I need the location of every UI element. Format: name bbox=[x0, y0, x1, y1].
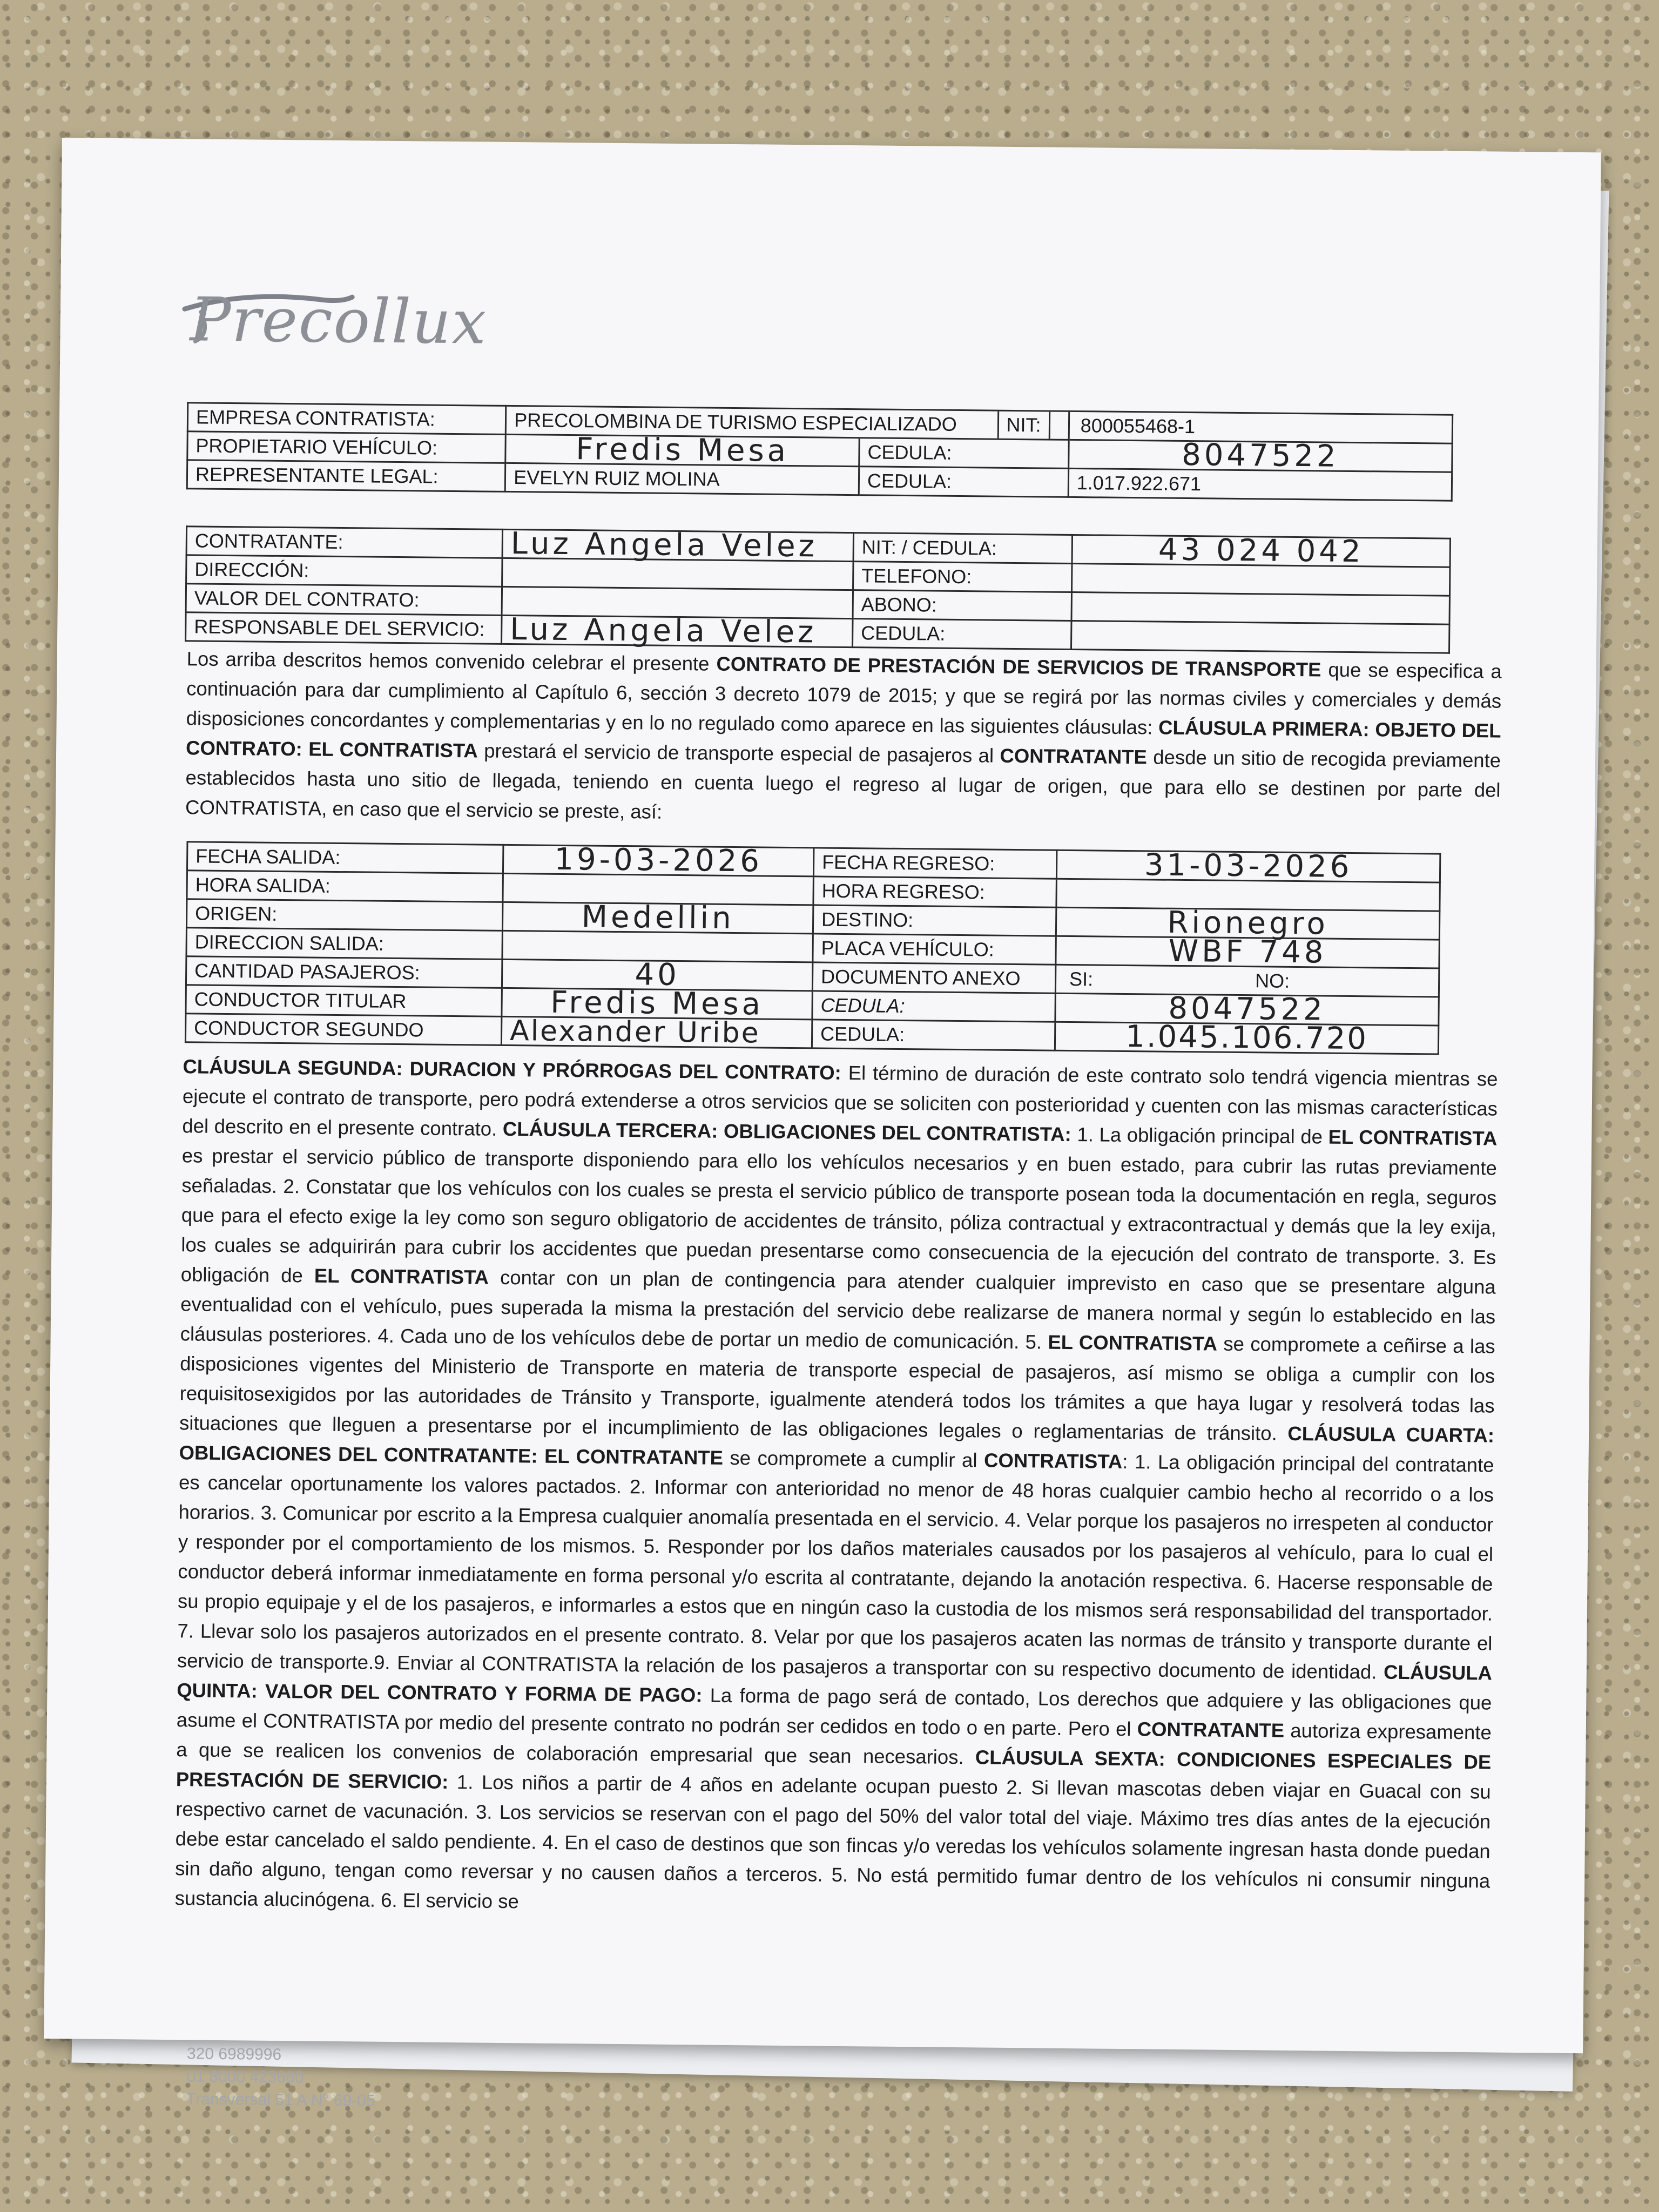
no-label: NO: bbox=[1255, 969, 1290, 992]
origen-label: ORIGEN: bbox=[186, 899, 502, 931]
abono-label: ABONO: bbox=[853, 590, 1071, 621]
conductor-titular-cedula-label: CEDULA: bbox=[812, 991, 1055, 1022]
documento-anexo-label: DOCUMENTO ANEXO bbox=[812, 962, 1055, 993]
footer-contact bbox=[186, 2042, 376, 2112]
direccion-salida-label: DIRECCION SALIDA: bbox=[186, 928, 502, 960]
conductor-titular-label: CONDUCTOR TITULAR bbox=[186, 985, 502, 1017]
footer-phone: 01 8000 423660 bbox=[186, 2067, 304, 2087]
company-table bbox=[186, 402, 1453, 502]
fecha-salida-value: 19-03-2026 bbox=[503, 845, 813, 876]
propietario-cedula-label: CEDULA: bbox=[859, 438, 1069, 469]
abono-value bbox=[1071, 592, 1449, 624]
representante-cedula-value: 1.017.922.671 bbox=[1068, 468, 1452, 501]
placa-label: PLACA VEHÍCULO: bbox=[813, 934, 1056, 965]
fecha-regreso-value: 31-03-2026 bbox=[1056, 850, 1440, 882]
cantidad-pasajeros-value: 40 bbox=[502, 959, 812, 991]
propietario-cedula-value: 8047522 bbox=[1069, 440, 1453, 472]
empresa-label: EMPRESA CONTRATISTA: bbox=[187, 403, 506, 435]
conductor-segundo-label: CONDUCTOR SEGUNDO bbox=[185, 1014, 501, 1046]
contratante-label: CONTRATANTE: bbox=[186, 527, 502, 558]
telefono-value bbox=[1072, 563, 1450, 596]
clauses-paragraph: CLÁUSULA SEGUNDA: DURACION Y PRÓRROGAS DEL CONTRATO: El término de duración de este contrato solo tendrá vigencia mientras se ejecute el contrato de transporte, pero podrá extenderse a otros servicios que se soliciten con posterioridad y cuenten con las mismas características del descrito en el presente contrato. CLÁUSULA TERCERA: OBLIGACIONES DEL CONTRATISTA: 1. La obligación principal de EL CONTRATISTA es prestar el servicio público de transporte disponiendo para ello los vehículos necesarios y en buen estado, para cubrir las rutas previamente señaladas. 2. Constatar que los vehículos con los cuales se presta el servicio público de transporte posean toda la documentación en regla, seguros que para el efecto exige la ley como son seguro obligatorio de accidentes de tránsito, póliza contractual y extracontractual y demás que la ley exija, los cuales se adquirirán para cubrir los accidentes que puedan presentarse como consecuencia de la ejecución del contrato de transporte. 3. Es obligación de EL CONTRATISTA contar con un plan de contingencia para atender cualquier imprevisto en caso que se presentare alguna eventualidad con el vehículo, pues superada la misma la prestación del servicio debe realizarse de manera normal y según lo establecido en las cláusulas posteriores. 4. Cada uno de los vehículos debe de portar un medio de comunicación. 5. EL CONTRATISTA se compromete a ceñirse a las disposiciones vigentes del Ministerio de Transporte en materia de transporte especial de pasajeros, así mismo se obliga a cumplir con los requisitosexigidos por las autoridades de Tránsito y Transporte, igualmente atenderá todos los trámites a que haya lugar y resolverá todas las situaciones que lleguen a presentarse por el incumplimiento de las obligaciones legales o reglamentarias de tránsito. CLÁUSULA CUARTA: OBLIGACIONES DEL CONTRATANTE: EL CONTRATANTE se compromete a cumplir al CONTRATISTA: 1. La obligación principal del contratante es cancelar oportunamente los valores pactados. 2. Informar con anterioridad no menor de 48 horas cualquier cambio hecho al recorrido o a los horarios. 3. Comunicar por escrito a la Empresa cualquier anomalía presentada en el servicio. 4. Velar porque los pasajeros no irrespeten al conductor y responder por el comportamiento de los mismos. 5. Responder por los daños materiales causados por los pasajeros al vehículo, para lo cual el conductor deberá informar inmediatamente en forma personal y/o escrita al contratante, dejando la anotación respectiva. 6. Hacerse responsable de su propio equipaje y el de los pasajeros, e informarles a estos que en ningún caso la custodia de los mismos será responsabilidad del transportador. 7. Llevar solo los pasajeros autorizados en el presente contrato. 8. Velar por que los pasajeros acaten las normas de tránsito y transporte durante el servicio de transporte.9. Enviar al CONTRATISTA la relación de los pasajeros a transportar con su respectivo documento de identidad. CLÁUSULA QUINTA: VALOR DEL CONTRATO Y FORMA DE PAGO: La forma de pago será de contado, Los derechos que adquiere y las obligaciones que asume el CONTRATISTA por medio del presente contrato no podrán ser cedidos en todo o en parte. Pero el CONTRATANTE autoriza expresamente a que se realicen los convenios de colaboración empresarial que sean necesarios. CLÁUSULA SEXTA: CONDICIONES ESPECIALES DE PRESTACIÓN DE SERVICIO: 1. Los niños a partir de 4 años en adelante ocupan puesto 2. Si llevan mascotas deben viajar en Guacal con su respectivo carnet de vacunación. 3. Los servicios se reservan con el pago del 50% del valor total del viaje. Máximo tres días antes de la ejecución debe estar cancelado el saldo pendiente. 4. En el caso de destinos que son fincas y/o veredas los vehículos solamente ingresan hasta donde puedan sin daño alguno, tengan como reversar y no causen daños a terceros. 5. No está permitido fumar dentro de los vehículos ni consumir ninguna sustancia alucinógena. 6. El servicio se bbox=[174, 1055, 1498, 1913]
conductor-segundo-cedula-label: CEDULA: bbox=[812, 1020, 1055, 1050]
footer-phone: 320 6989996 bbox=[186, 2045, 282, 2064]
contratante-value: Luz Angela Velez bbox=[502, 529, 853, 561]
propietario-label: PROPIETARIO VEHÍCULO: bbox=[187, 431, 506, 463]
cantidad-pasajeros-label: CANTIDAD PASAJEROS: bbox=[186, 956, 502, 988]
footer-address: Transversal 51 A N° 69-05 bbox=[186, 2090, 375, 2110]
responsable-cedula-label: CEDULA: bbox=[853, 619, 1071, 650]
fecha-regreso-label: FECHA REGRESO: bbox=[813, 848, 1056, 879]
representante-label: REPRESENTANTE LEGAL: bbox=[187, 460, 505, 492]
responsable-cedula-value bbox=[1071, 621, 1449, 653]
nit-cedula-label: NIT: / CEDULA: bbox=[853, 533, 1072, 564]
empresa-value: PRECOLOMBINA DE TURISMO ESPECIALIZADO bbox=[506, 406, 860, 437]
hora-regreso-label: HORA REGRESO: bbox=[813, 876, 1056, 907]
representante-cedula-label: CEDULA: bbox=[859, 467, 1068, 497]
origen-value: Medellin bbox=[502, 902, 813, 934]
conductor-titular-cedula-value: 8047522 bbox=[1055, 993, 1439, 1026]
fecha-salida-label: FECHA SALIDA: bbox=[187, 842, 503, 874]
responsable-value: Luz Angela Velez bbox=[502, 615, 853, 647]
company-logo: Precollux bbox=[190, 285, 488, 358]
destino-label: DESTINO: bbox=[813, 905, 1056, 936]
placa-value: WBF 748 bbox=[1056, 936, 1439, 968]
si-label: SI: bbox=[1069, 967, 1094, 990]
trip-table bbox=[185, 841, 1441, 1055]
nit-cedula-value: 43 024 042 bbox=[1072, 535, 1450, 567]
intro-paragraph: Los arriba descritos hemos convenido celebrar el presente CONTRATO DE PRESTACIÓN DE SERVICIOS DE TRANSPORTE que se especifica a continuación para dar cumplimiento al Capítulo 6, sección 3 decreto 1079 de 2015; y que se regirá por las normas civiles y comerciales y demás disposiciones concordantes y complementarias y en lo no regulado como aparece en las siguientes cláusulas: CLÁUSULA PRIMERA: OBJETO DEL CONTRATO: EL CONTRATISTA prestará el servicio de transporte especial de pasajeros al CONTRATANTE desde un sitio de recogida previamente establecidos hasta uno sitio de llegada, teniendo en cuenta luego el regreso al lugar de origen, que para ello se destinen por parte del CONTRATISTA, en caso que el servicio se preste, así: bbox=[185, 648, 1502, 823]
conductor-segundo-value: Alexander Uribe bbox=[501, 1016, 812, 1048]
contract-page bbox=[44, 138, 1601, 2110]
client-table bbox=[185, 525, 1451, 653]
valor-contrato-label: VALOR DEL CONTRATO: bbox=[186, 584, 502, 616]
representante-value: EVELYN RUIZ MOLINA bbox=[505, 463, 859, 495]
hora-salida-label: HORA SALIDA: bbox=[187, 871, 503, 902]
responsable-label: RESPONSABLE DEL SERVICIO: bbox=[186, 612, 502, 644]
nit-value: 800055468-1 bbox=[1069, 411, 1453, 443]
telefono-label: TELEFONO: bbox=[853, 562, 1072, 592]
conductor-segundo-cedula-value: 1.045.106.720 bbox=[1055, 1022, 1438, 1054]
nit-label: NIT: bbox=[997, 412, 1050, 439]
conductor-titular-value: Fredis Mesa bbox=[502, 988, 812, 1020]
destino-value: Rionegro bbox=[1056, 907, 1439, 940]
direccion-label: DIRECCIÓN: bbox=[186, 555, 502, 587]
propietario-value: Fredis Mesa bbox=[505, 434, 859, 466]
